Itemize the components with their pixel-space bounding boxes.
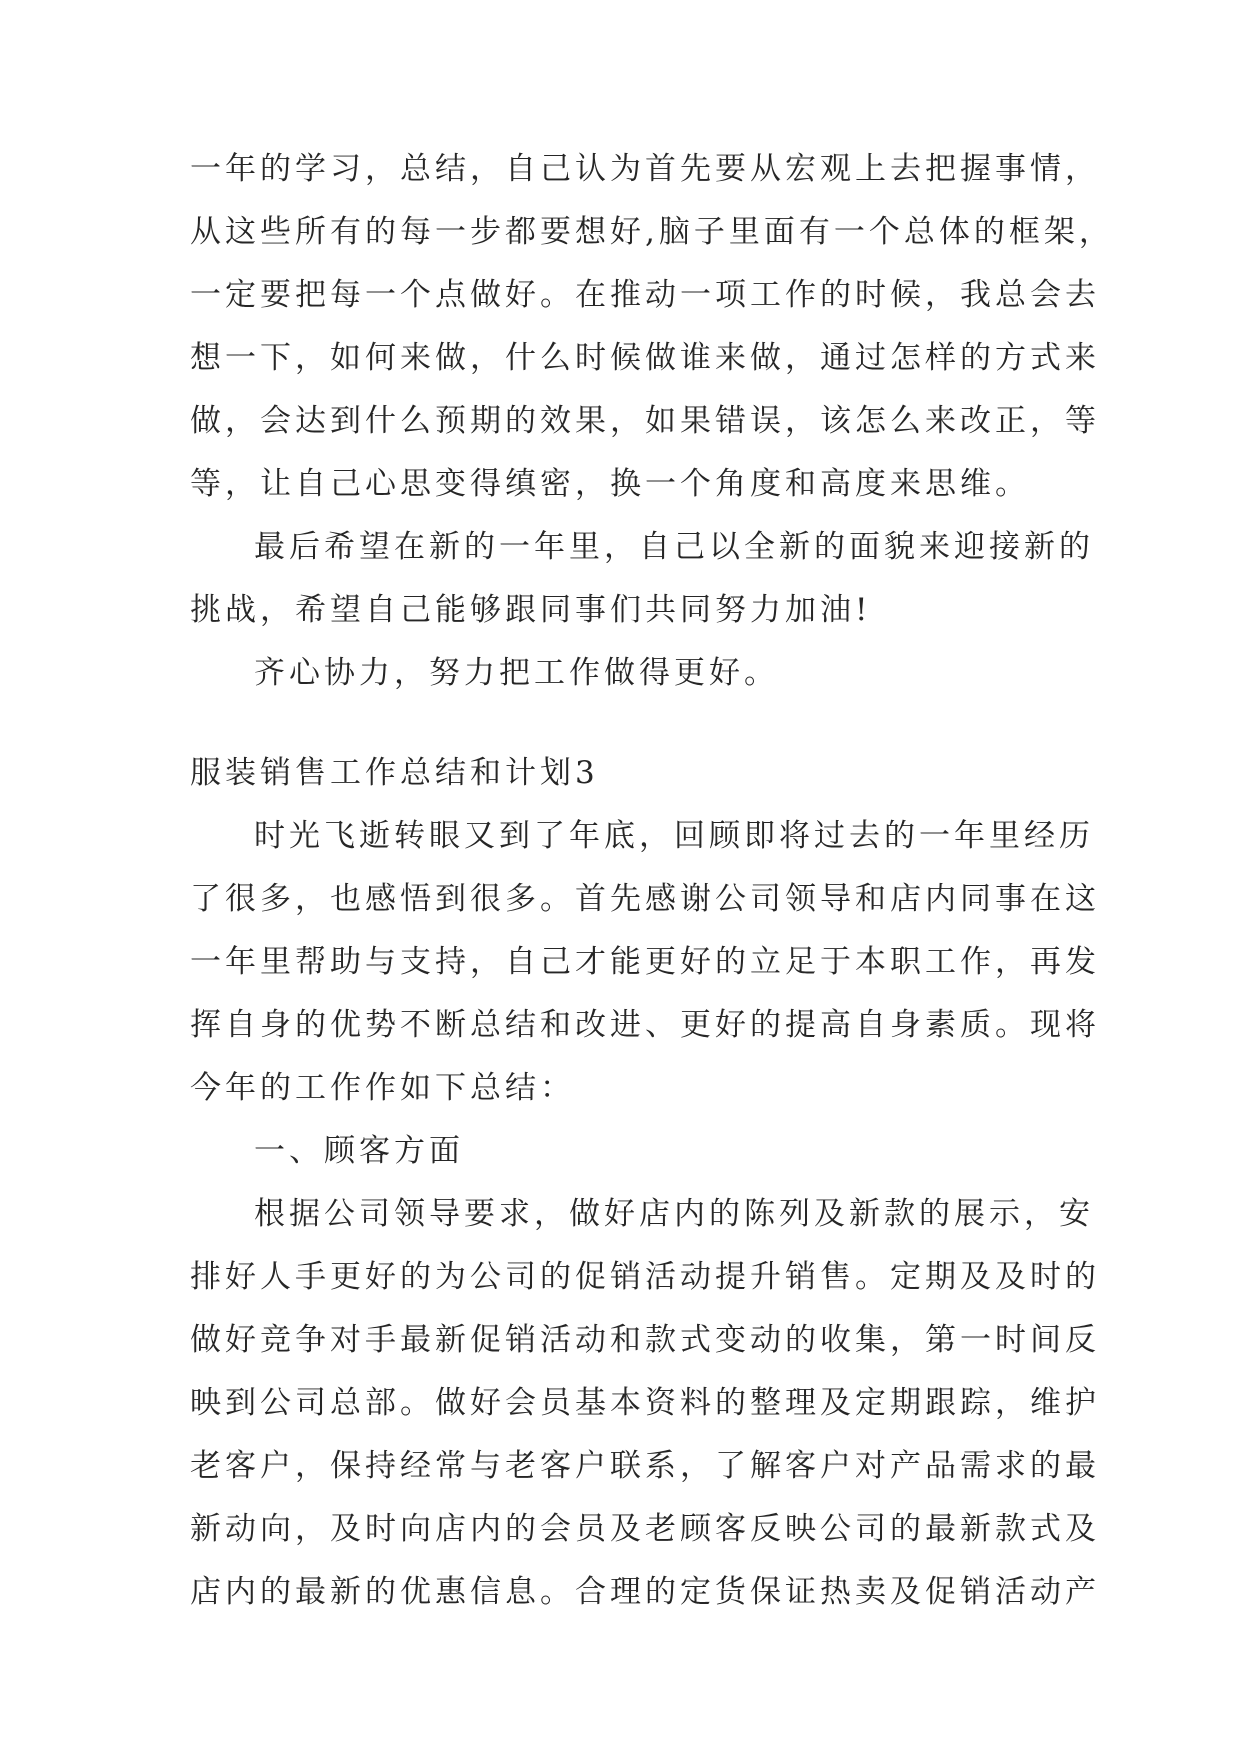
- text-line: 挑战，希望自己能够跟同事们共同努力加油!: [190, 592, 872, 628]
- text-line: 了很多，也感悟到很多。首先感谢公司领导和店内同事在这: [190, 881, 1100, 917]
- text-line: 店内的最新的优惠信息。合理的定货保证热卖及促销活动产: [190, 1574, 1100, 1610]
- text-line: 今年的工作作如下总结：: [190, 1070, 575, 1106]
- text-line: 最后希望在新的一年里，自己以全新的面貌来迎接新的: [254, 529, 1094, 565]
- text-line: 根据公司领导要求，做好店内的陈列及新款的展示，安: [254, 1196, 1094, 1232]
- text-line: 一定要把每一个点做好。在推动一项工作的时候，我总会去: [190, 277, 1100, 313]
- text-line: 时光飞逝转眼又到了年底，回顾即将过去的一年里经历: [254, 818, 1094, 854]
- text-line: 排好人手更好的为公司的促销活动提升销售。定期及及时的: [190, 1259, 1100, 1295]
- subsection-heading: 一、顾客方面: [254, 1133, 464, 1169]
- text-line: 新动向，及时向店内的会员及老顾客反映公司的最新款式及: [190, 1511, 1100, 1547]
- section-title: 服装销售工作总结和计划3: [190, 755, 599, 791]
- text-line: 做，会达到什么预期的效果，如果错误，该怎么来改正，等: [190, 403, 1100, 439]
- text-line: 等，让自己心思变得缜密，换一个角度和高度来思维。: [190, 466, 1030, 502]
- text-line: 挥自身的优势不断总结和改进、更好的提高自身素质。现将: [190, 1007, 1100, 1043]
- text-line: 老客户，保持经常与老客户联系，了解客户对产品需求的最: [190, 1448, 1100, 1484]
- text-line: 做好竞争对手最新促销活动和款式变动的收集，第一时间反: [190, 1322, 1100, 1358]
- text-line: 一年的学习，总结，自己认为首先要从宏观上去把握事情，: [190, 151, 1100, 187]
- text-line: 齐心协力，努力把工作做得更好。: [254, 655, 779, 691]
- text-line: 想一下，如何来做，什么时候做谁来做，通过怎样的方式来: [190, 340, 1100, 376]
- text-line: 映到公司总部。做好会员基本资料的整理及定期跟踪，维护: [190, 1385, 1100, 1421]
- text-line: 一年里帮助与支持，自己才能更好的立足于本职工作，再发: [190, 944, 1100, 980]
- text-line: 从这些所有的每一步都要想好,脑子里面有一个总体的框架，: [190, 214, 1114, 250]
